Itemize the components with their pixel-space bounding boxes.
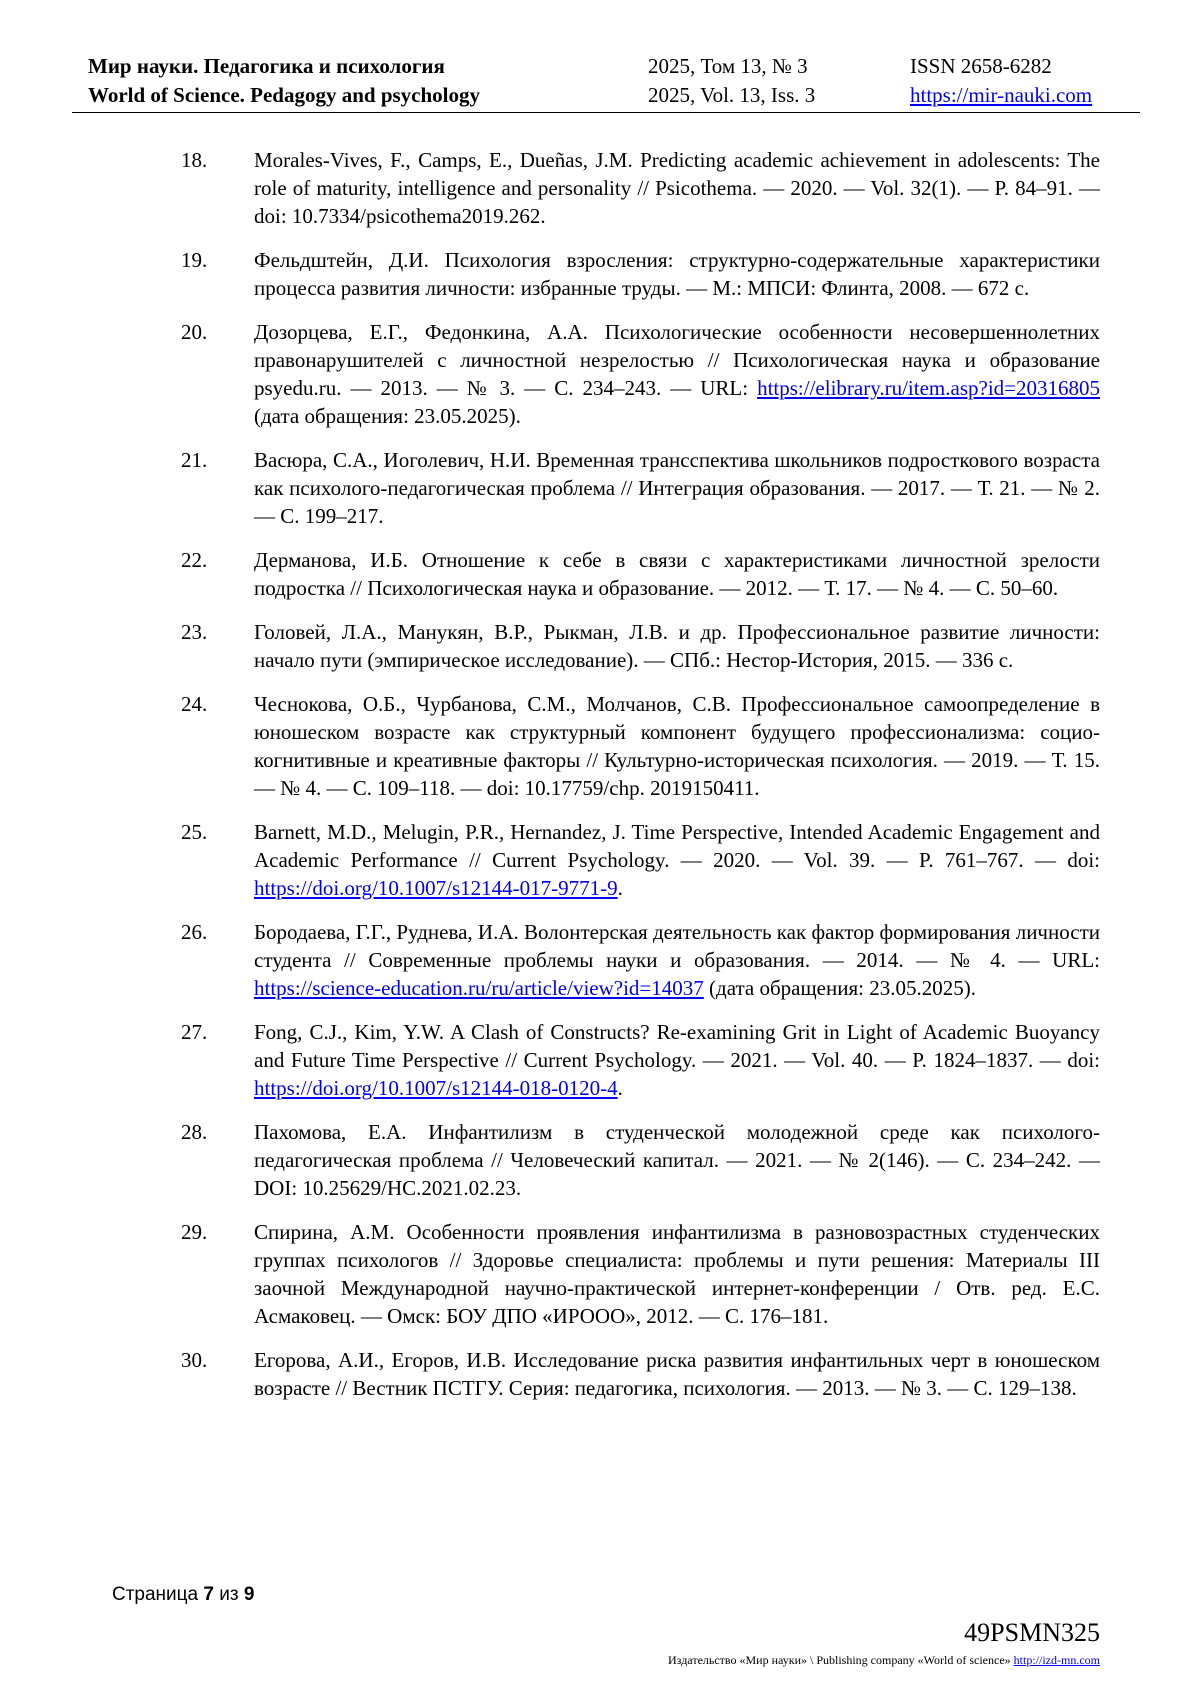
reference-item (0, 618, 1200, 674)
journal-site-link[interactable]: https://mir-nauki.com (910, 83, 1093, 107)
reference-number: 22. (181, 548, 208, 572)
publisher-link[interactable]: http://izd-mn.com (1013, 1653, 1100, 1667)
journal-title-ru: Мир науки. Педагогика и психология (88, 54, 445, 78)
reference-number: 19. (181, 248, 208, 272)
reference-text-part: Бородаева, Г.Г., Руднева, И.А. Волонтерская деятельность как фактор формирования личности студента // Современные проблемы науки и образования. — 2014. — № 4. — URL: (254, 920, 1100, 972)
reference-text-part: Barnett, M.D., Melugin, P.R., Hernandez, J. Time Perspective, Intended Academic Engagement and Academic Performance // Current Psychology. — 2020. — Vol. 39. — P. 761–767. — doi: (254, 820, 1100, 872)
reference-number: 27. (181, 1020, 208, 1044)
reference-text-part: Fong, C.J., Kim, Y.W. A Clash of Constructs? Re-examining Grit in Light of Academic Buoyancy and Future Time Perspective // Current Psychology. — 2021. — Vol. 40. — P. 1824–1837. — doi: (254, 1020, 1100, 1072)
reference-item (0, 318, 1200, 430)
reference-item (0, 690, 1200, 802)
issue-info-en: 2025, Vol. 13, Iss. 3 (648, 83, 816, 107)
reference-list (0, 146, 1200, 1418)
journal-title-en: World of Science. Pedagogy and psychology (88, 83, 481, 107)
reference-text (254, 918, 1100, 1002)
reference-text-part: Спирина, А.М. Особенности проявления инфантилизма в разновозрастных студенческих группах психологов // Здоровье специалиста: проблемы и пути решения: Материалы III заочной Международной научно-практической интернет-конференции / Отв. ред. Е.С. Асмаковец. — Омск: БОУ ДПО «ИРООО», 2012. — С. 176–181. (254, 1220, 1100, 1328)
reference-number: 30. (181, 1348, 208, 1372)
reference-number: 23. (181, 620, 208, 644)
issn: ISSN 2658-6282 (910, 54, 1052, 78)
reference-item (0, 818, 1200, 902)
publisher-text: Издательство «Мир науки» \ Publishing company «World of science» (668, 1653, 1014, 1667)
reference-text (254, 690, 1100, 802)
reference-text (254, 1018, 1100, 1102)
reference-text (254, 818, 1100, 902)
reference-text-part: Дерманова, И.Б. Отношение к себе в связи с характеристиками личностной зрелости подростка // Психологическая наука и образование. — 2012. — Т. 17. — № 4. — С. 50–60. (254, 548, 1100, 600)
page-counter (112, 1584, 254, 1606)
reference-text (254, 318, 1100, 430)
reference-number: 29. (181, 1220, 208, 1244)
reference-text-part: Егорова, А.И., Егоров, И.В. Исследование риска развития инфантильных черт в юношеском возрасте // Вестник ПСТГУ. Серия: педагогика, психология. — 2013. — № 3. — С. 129–138. (254, 1348, 1100, 1400)
page-current: 7 (203, 1584, 214, 1605)
reference-text-part: Чеснокова, О.Б., Чурбанова, С.М., Молчанов, С.В. Профессиональное самоопределение в юношеском возрасте как структурный компонент будущего профессионализма: социо-когнитивные и креативные факторы // Культурно-историческая психология. — 2019. — Т. 15. — № 4. — С. 109–118. — doi: 10.17759/chp. 2019150411. (254, 692, 1100, 800)
reference-text (254, 1118, 1100, 1202)
reference-text (254, 146, 1100, 230)
reference-number: 24. (181, 692, 208, 716)
reference-text (254, 546, 1100, 602)
reference-text (254, 1218, 1100, 1330)
reference-number: 26. (181, 920, 208, 944)
reference-text-part: (дата обращения: 23.05.2025). (254, 404, 521, 428)
reference-text (254, 246, 1100, 302)
publisher-line (668, 1653, 1100, 1668)
page-label: Страница (112, 1584, 199, 1605)
reference-number: 20. (181, 320, 208, 344)
reference-link[interactable]: https://doi.org/10.1007/s12144-018-0120-4 (254, 1076, 618, 1100)
reference-item (0, 1118, 1200, 1202)
reference-text-part: . (617, 1076, 623, 1100)
page-header (72, 52, 1140, 113)
reference-text-part: (дата обращения: 23.05.2025). (703, 976, 976, 1000)
reference-text-part: Morales-Vives, F., Camps, E., Dueñas, J.M. Predicting academic achievement in adolescents: The role of maturity, intelligence and personality // Psicothema. — 2020. — Vol. 32(1). — P. 84–91. — doi: 10.7334/psicothema2019.262. (254, 148, 1100, 228)
reference-text (254, 1346, 1100, 1402)
reference-link[interactable]: https://science-education.ru/ru/article/view?id=14037 (254, 976, 704, 1000)
reference-item (0, 1218, 1200, 1330)
reference-text-part: Фельдштейн, Д.И. Психология взросления: структурно-содержательные характеристики процесса развития личности: избранные труды. — М.: МПСИ: Флинта, 2008. — 672 с. (254, 248, 1100, 300)
reference-item (0, 1018, 1200, 1102)
reference-text-part: . (617, 876, 623, 900)
page-of-label: из (219, 1584, 239, 1605)
issue-info-ru: 2025, Том 13, № 3 (648, 54, 808, 78)
page-total: 9 (243, 1584, 255, 1605)
issn-block (910, 52, 1092, 110)
reference-text-part: Пахомова, Е.А. Инфантилизм в студенческой молодежной среде как психолого-педагогическая проблема // Человеческий капитал. — 2021. — № 2(146). — С. 234–242. — DOI: 10.25629/HC.2021.02.23. (254, 1120, 1100, 1200)
reference-number: 18. (181, 148, 208, 172)
reference-text-part: Васюра, С.А., Иоголевич, Н.И. Временная трансспектива школьников подросткового возраста как психолого-педагогическая проблема // Интеграция образования. — 2017. — Т. 21. — № 2. — С. 199–217. (254, 448, 1100, 528)
reference-text (254, 618, 1100, 674)
article-code: 49PSMN325 (964, 1618, 1100, 1647)
reference-number: 25. (181, 820, 208, 844)
reference-item (0, 146, 1200, 230)
reference-item (0, 546, 1200, 602)
reference-number: 28. (181, 1120, 208, 1144)
reference-link[interactable]: https://elibrary.ru/item.asp?id=20316805 (757, 376, 1100, 400)
journal-title (88, 52, 480, 110)
reference-item (0, 1346, 1200, 1402)
reference-item (0, 918, 1200, 1002)
reference-item (0, 446, 1200, 530)
reference-text-part: Головей, Л.А., Манукян, В.Р., Рыкман, Л.В. и др. Профессиональное развитие личности: начало пути (эмпирическое исследование). — СПб.: Нестор-История, 2015. — 336 с. (254, 620, 1100, 672)
reference-link[interactable]: https://doi.org/10.1007/s12144-017-9771-9 (254, 876, 618, 900)
reference-text (254, 446, 1100, 530)
issue-info (648, 52, 815, 110)
reference-number: 21. (181, 448, 208, 472)
reference-item (0, 246, 1200, 302)
reference-text-part: Дозорцева, Е.Г., Федонкина, А.А. Психологические особенности несовершеннолетних правонарушителей с личностной незрелостью // Психологическая наука и образование psyedu.ru. — 2013. — № 3. — С. 234–243. — URL: (254, 320, 1100, 400)
